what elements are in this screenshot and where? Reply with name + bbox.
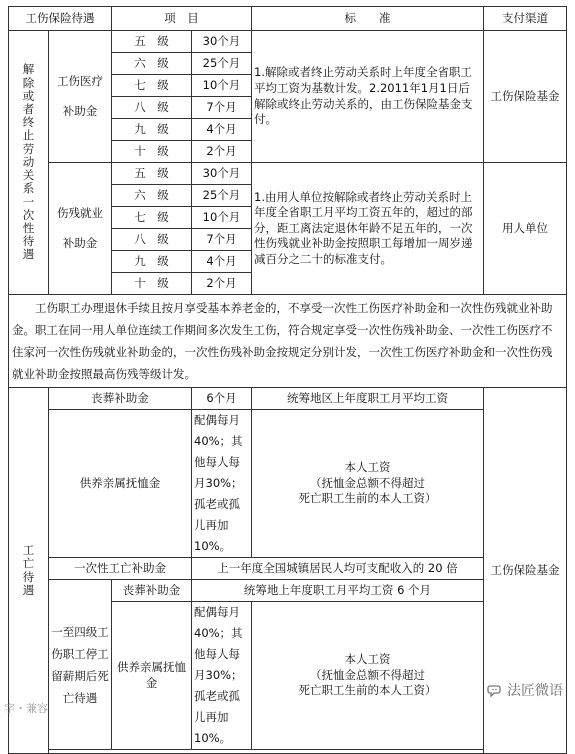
header-item: 项 目: [112, 7, 252, 31]
months-cell: 7个月: [192, 97, 252, 119]
note-paragraph: 工伤职工办理退休手续且按月享受基本养老金的，不享受一次性工伤医疗补助金和一次性伤残就业补助金。职工在同一用人单位连续工作期间多次发生工伤，符合规定享受一次性伤残补助金、一次性工伤医疗不住家河一次性伤残就业补助金的，一次性伤残补助金按规定分别计发，一次性工伤医疗补助金和一次性伤残就业补助金按照最高伤残等级计发。: [9, 295, 567, 388]
months-cell: 30个月: [192, 31, 252, 53]
pension-item: 供养亲属抚恤金: [49, 410, 192, 558]
footer-clipped-text: 字・兼容: [4, 702, 48, 715]
level-cell: 六 级: [112, 185, 192, 207]
months-cell: 10个月: [192, 75, 252, 97]
months-cell: 30个月: [192, 163, 252, 185]
note-row: [9, 295, 567, 388]
section2-label: 工亡待遇: [9, 388, 49, 754]
grade-funeral-item: 丧葬补助金: [112, 580, 192, 602]
watermark: [487, 680, 563, 700]
grade-pension-item: 供养亲属抚恤金: [112, 602, 192, 750]
disability-label: 伤残就业 补助金: [49, 163, 112, 295]
lump-standard: 上一年度全国城镇居民人均可支配收入的 20 倍: [192, 558, 484, 580]
level-cell: 七 级: [112, 207, 192, 229]
months-cell: 25个月: [192, 53, 252, 75]
grade-pension-standard: 本人工资 （抚恤金总额不得超过 死亡职工生前的本人工资）: [252, 602, 484, 750]
level-cell: 五 级: [112, 31, 192, 53]
table-row: [9, 558, 567, 580]
months-cell: 2个月: [192, 141, 252, 163]
header-channel: 支付渠道: [484, 7, 567, 31]
months-cell: 25个月: [192, 185, 252, 207]
level-cell: 九 级: [112, 251, 192, 273]
level-cell: 六 级: [112, 53, 192, 75]
table-row: [9, 410, 567, 558]
disability-standard: 1.由用人单位按解除或者终止劳动关系时上年度全省职工月平均工资五年的，超过的部分，距工离法定退休年龄不足五年的，一次性伤残就业补助金按照职工每增加一周岁递减百分之二十的标准支付。: [252, 163, 484, 295]
months-cell: 4个月: [192, 251, 252, 273]
medical-standard: 1.解除或者终止劳动关系时上年度全省职工平均工资为基数计发。2.2011年1月1日后解除或终止劳动关系的，由工伤保险基金支付。: [252, 31, 484, 163]
level-cell: 七 级: [112, 75, 192, 97]
level-cell: 五 级: [112, 163, 192, 185]
grade-label: 一至四级工伤职工停工留薪期后死亡待遇: [49, 580, 112, 750]
header-row: [9, 7, 567, 31]
chat-icon: [487, 682, 503, 698]
funeral-standard: 统筹地区上年度职工月平均工资: [252, 388, 484, 410]
months-cell: 2个月: [192, 273, 252, 295]
grade-pension-ratio: 配偶每月40%；其他每人每月30%；孤老或孤儿再加10%。: [192, 602, 252, 750]
level-cell: 九 级: [112, 119, 192, 141]
level-cell: 十 级: [112, 141, 192, 163]
grade-funeral-standard: 统筹地上年度职工月平均工资 6 个月: [192, 580, 484, 602]
header-standard: 标 准: [252, 7, 484, 31]
months-cell: 10个月: [192, 207, 252, 229]
table-row: [9, 750, 567, 754]
level-cell: 八 级: [112, 229, 192, 251]
benefits-table: [8, 6, 567, 754]
months-cell: 4个月: [192, 119, 252, 141]
pension-standard: 本人工资 （抚恤金总额不得超过 死亡职工生前的本人工资）: [252, 410, 484, 558]
disability-channel: 用人单位: [484, 163, 567, 295]
months-cell: 7个月: [192, 229, 252, 251]
pension-ratio: 配偶每月40%；其他每人每月30%；孤老或孤儿再加10%。: [192, 410, 252, 558]
table-row: [9, 388, 567, 410]
funeral-item: 丧葬补助金: [49, 388, 192, 410]
lump-item: 一次性工亡补助金: [49, 558, 192, 580]
level-cell: 十 级: [112, 273, 192, 295]
header-benefit: 工伤保险待遇: [9, 7, 112, 31]
table-row: [9, 580, 567, 602]
funeral-period: 6个月: [192, 388, 252, 410]
spacer-cell: [49, 750, 484, 754]
watermark-text: 法匠微语: [507, 683, 563, 699]
section2-channel: 工伤保险基金: [484, 388, 567, 754]
table-row: [9, 163, 567, 185]
level-cell: 八 级: [112, 97, 192, 119]
medical-channel: 工伤保险基金: [484, 31, 567, 163]
medical-label: 工伤医疗 补助金: [49, 31, 112, 163]
section1-label: 解除或者终止劳动关系一次性待遇: [9, 31, 49, 295]
table-row: [9, 31, 567, 53]
